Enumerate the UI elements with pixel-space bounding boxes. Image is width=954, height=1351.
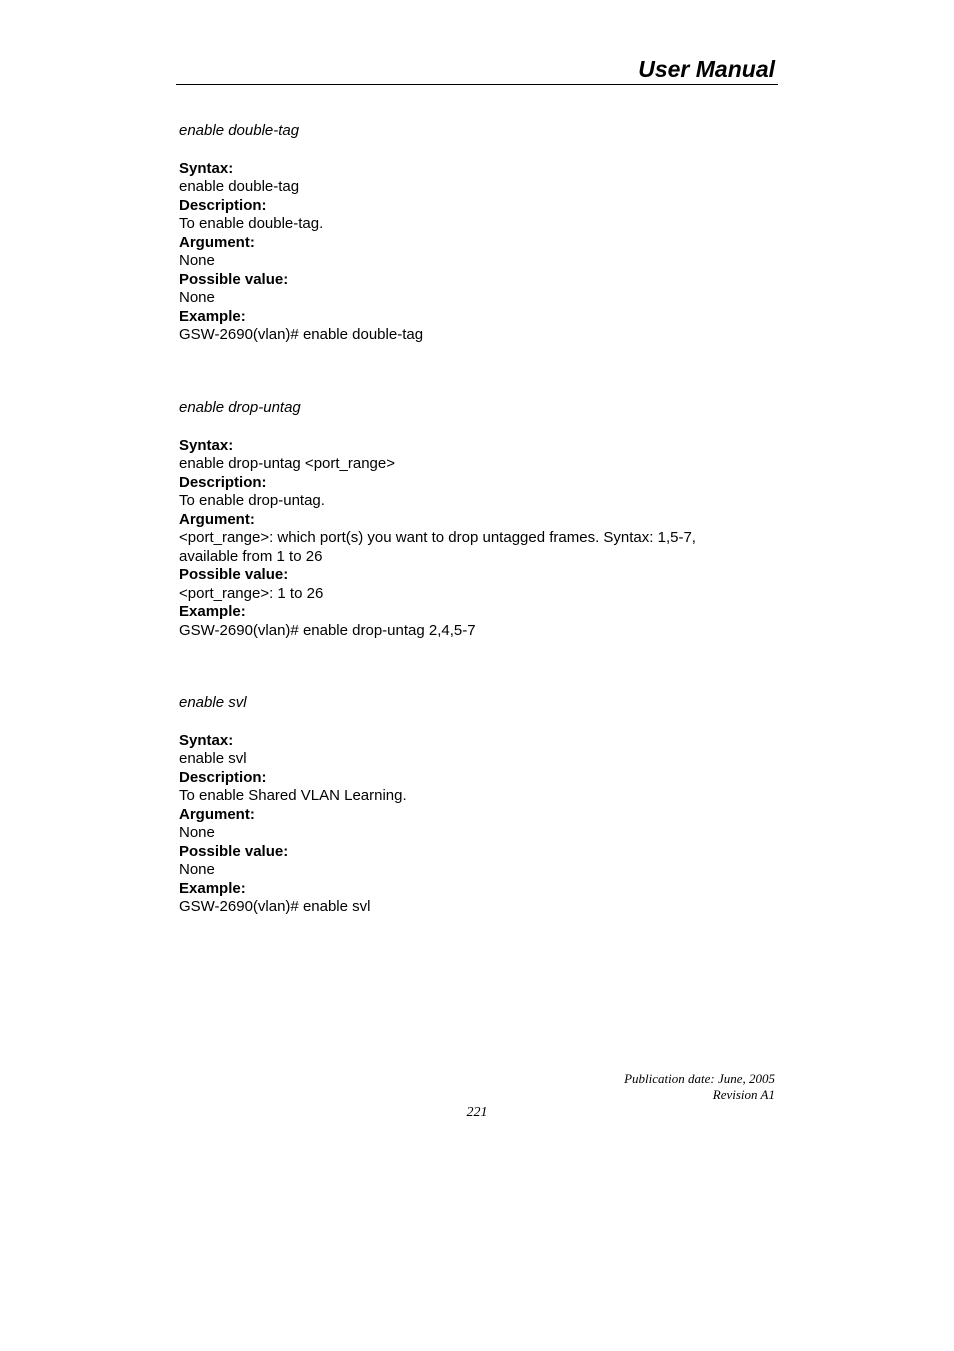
- example-text: GSW-2690(vlan)# enable double-tag: [179, 326, 424, 343]
- argument-text: None: [179, 252, 215, 269]
- description-label: Description:: [179, 196, 267, 214]
- syntax-text: enable drop-untag <port_range>: [179, 455, 396, 472]
- argument-text-line1: <port_range>: which port(s) you want to drop untagged frames. Syntax: 1,5-7,: [179, 529, 696, 546]
- argument-label: Argument:: [179, 510, 255, 528]
- description-label: Description:: [179, 768, 267, 786]
- possible-value-text: <port_range>: 1 to 26: [179, 584, 324, 602]
- possible-value-label: Possible value:: [179, 566, 289, 583]
- command-title: enable svl: [179, 694, 247, 711]
- syntax-label: Syntax:: [179, 731, 234, 749]
- argument-text-line2: available from 1 to 26: [179, 547, 323, 565]
- example-label: Example:: [179, 307, 246, 325]
- page-footer: [624, 1071, 775, 1103]
- argument-label: Argument:: [179, 805, 255, 823]
- page-header-title: User Manual: [638, 56, 775, 82]
- revision: Revision A1: [712, 1087, 775, 1102]
- command-section-double-tag: [179, 122, 759, 345]
- syntax-label: Syntax:: [179, 159, 234, 177]
- argument-label: Argument:: [179, 233, 255, 251]
- description-text: To enable double-tag.: [179, 215, 324, 232]
- example-text: GSW-2690(vlan)# enable drop-untag 2,4,5-7: [179, 621, 476, 639]
- description-text: To enable drop-untag.: [179, 492, 325, 509]
- description-text: To enable Shared VLAN Learning.: [179, 787, 407, 804]
- description-label: Description:: [179, 473, 267, 491]
- possible-value-text: None: [179, 861, 215, 878]
- possible-value-label: Possible value:: [179, 270, 289, 288]
- syntax-text: enable svl: [179, 750, 247, 767]
- command-section-drop-untag: [179, 399, 759, 640]
- command-title: enable double-tag: [179, 122, 300, 139]
- command-section-svl: [179, 694, 759, 917]
- example-text: GSW-2690(vlan)# enable svl: [179, 898, 371, 915]
- command-title: enable drop-untag: [179, 399, 301, 416]
- example-label: Example:: [179, 603, 246, 620]
- possible-value-label: Possible value:: [179, 842, 289, 860]
- syntax-text: enable double-tag: [179, 178, 300, 195]
- possible-value-text: None: [179, 289, 215, 306]
- publication-date: Publication date: June, 2005: [624, 1071, 775, 1086]
- example-label: Example:: [179, 879, 246, 897]
- header-divider: [176, 84, 778, 85]
- argument-text: None: [179, 824, 215, 841]
- page-number: 221: [466, 1105, 488, 1120]
- syntax-label: Syntax:: [179, 436, 234, 454]
